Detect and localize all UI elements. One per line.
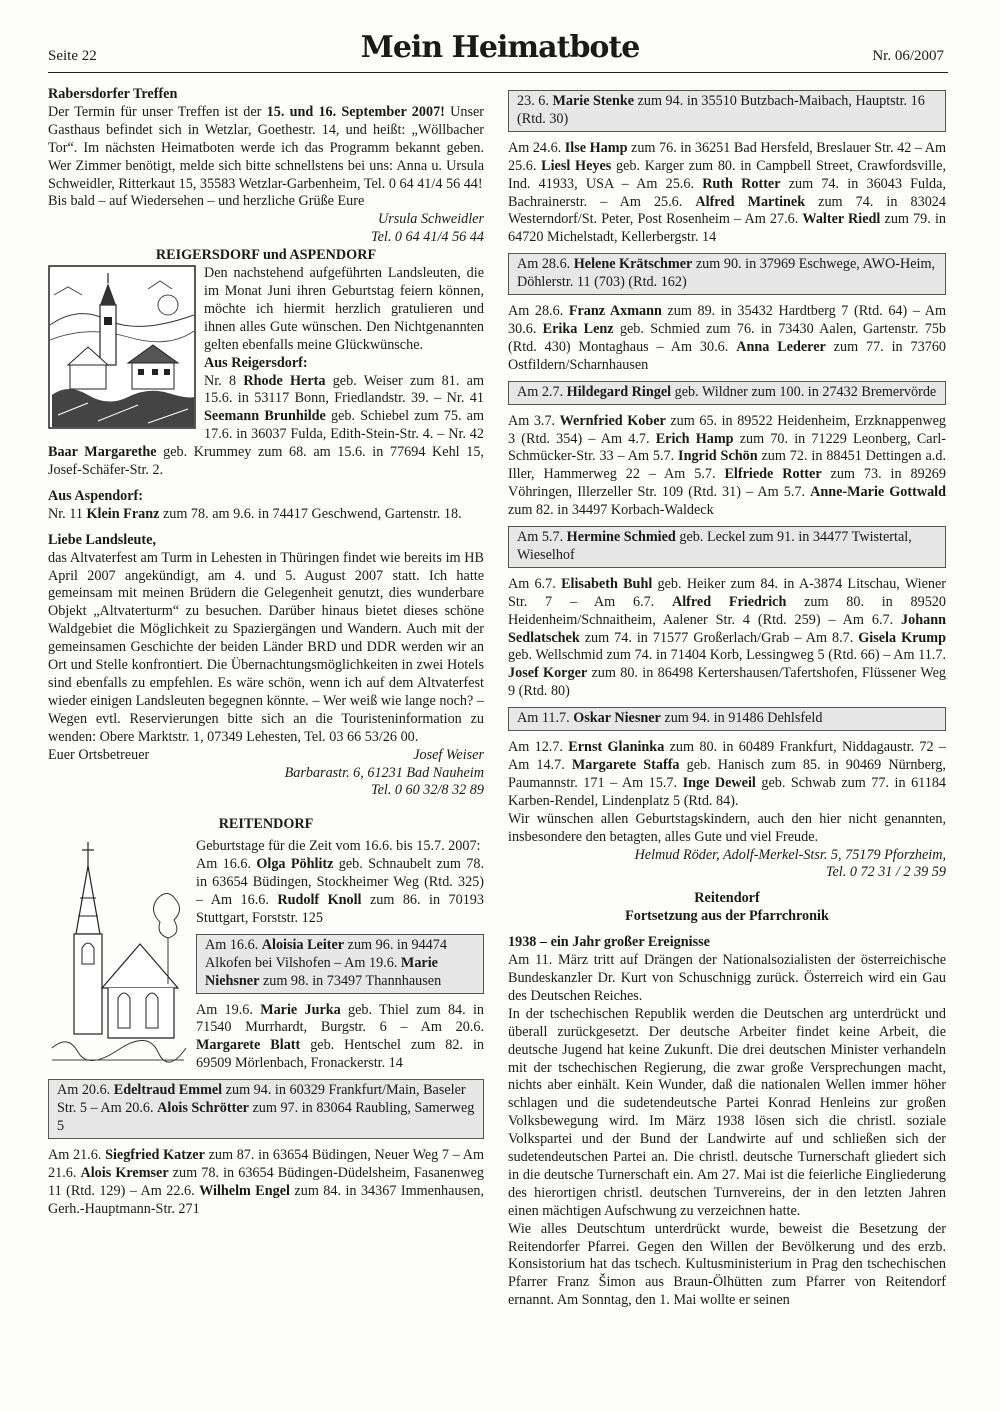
person-name: Alfred Friedrich xyxy=(671,593,787,610)
signature-phone: Tel. 0 64 41/4 56 44 xyxy=(371,229,484,246)
chronicle-paragraph-3: Wie alles Deutschtum unterdrückt wurde, beweist die Besetzung der Reitendorfer Pfarrei. Gegen den Willen der Bevölkerung und des erzb. Konsistorium hat das tschech. Kultusministerium in Prag den tschechischen Pfarrer Franz Šimon aus Braun-Ölhütten zum Pfarrer von Reitendorf ernannt. Am Sonntag, den 1. Mai wollte er seinen xyxy=(508,1220,946,1309)
birthday-entries-2 xyxy=(508,303,946,375)
person-name: Rhode Herta xyxy=(243,372,326,389)
text-run: Am 11.7. xyxy=(517,710,574,727)
text-run: geb. Schnaubelt zum 78. in 63654 Büdingen, Stockheimer Weg (Rtd. 325) – Am 16.6. xyxy=(196,856,484,908)
person-name: Olga Pöhlitz xyxy=(256,856,334,873)
church-sketch-icon xyxy=(48,838,188,1066)
birthday-entries-5 xyxy=(508,739,946,811)
spacer xyxy=(508,882,946,890)
birthday-entries-4 xyxy=(508,576,946,701)
person-name: Erika Lenz xyxy=(542,320,614,337)
altvaterfest-text: das Altvaterfest am Turm in Lehesten in Thüringen findet wie bereits im HB April 2007 angekündigt, am 4. und 5. August 2007 statt. Ich hatte gemeinsam mit meinen Brüdern die Gelegenheit genutzt, dies wunderbare Objekt „Altvaterturm“ zu besuchen. Darüber hinaus bietet dieses schöne Waldgebiet die Möglichkeit zu Spaziergängen und Wandern. Auch mit der gemeinsamen Geschichte der beiden Länder BRD und DDR werden wir an Ort und Stelle konfrontiert. Die Übernachtungsmöglichkeiten in zwei Hotels sind ebenfalls zu empfehlen. Es wäre schön, wenn ich auf dem Altvaterfest wieder einigen Landsleuten begegnen könnte. – Wer weiß wie lange noch? – Wegen evtl. Reservierungen bitte sich an die Touristeninformation zu wenden: Obere Marktstr. 1, 07349 Lehesten, Tel. 03 66 53/26 00. xyxy=(48,549,484,745)
person-name: Elisabeth Buhl xyxy=(561,575,653,592)
text-run: zum 86. in 70193 Stuttgart, Forststr. 125 xyxy=(196,891,484,926)
person-name: Johann Sedlatschek xyxy=(508,611,946,646)
text-run: zum 76. in 36251 Bad Hersfeld, Breslauer Str. 42 – Am 25.6. xyxy=(508,139,947,174)
text-run: geb. Schwab zum 77. in 61184 Karben-Rendel, Lindenplatz 5 (Rtd. 84). xyxy=(508,774,947,809)
text-run: zum 80. in 86498 Kertershausen/Tafertshofen, Flüssener Weg 9 (Rtd. 80) xyxy=(508,665,946,700)
person-name: Marie Niehsner xyxy=(205,954,438,989)
text-run: geb. Heiker zum 84. in A-3874 Litschau, Wiener Str. 7 – Am 6.7. xyxy=(508,575,947,610)
page-number: Seite 22 xyxy=(48,48,97,64)
masthead-logo: Mein Heimatbote xyxy=(360,30,640,65)
text-run: 23. 6. xyxy=(517,93,553,109)
text-run: Am 2.7. xyxy=(517,383,567,400)
person-name: Helene Krätschmer xyxy=(573,256,693,273)
text-run: geb. Thiel zum 84. in 71540 Murrhardt, Burgstr. 6 – Am 20.6. xyxy=(196,1001,484,1036)
text-run: Am 6.7. xyxy=(508,575,562,592)
reigersdorf-intro: Den nachstehend aufgeführten Landsleuten, die im Monat Juni ihren Geburtstag feiern können, möchte ich hiermit herzlich gratulieren und ihnen alles Gute wünschen. Den Nichtgenannten gelten ebenfalls meine Glückwünsche. xyxy=(204,265,484,353)
text-run: zum 70. in 71229 Leonberg, Carl-Schmücker-Str. 33 – Am 5.7. xyxy=(508,430,946,465)
birthday-entries-3 xyxy=(508,413,946,520)
person-name: Walter Riedl xyxy=(802,211,881,228)
chronicle-paragraph-1: Am 11. März tritt auf Drängen der Nationalsozialisten der österreichische Bundeskanzler Dr. Kurt von Schuschnigg zurück. Österreich wird ein Gau des Deutschen Reiches. xyxy=(508,952,946,1004)
person-name: Anne-Marie Gottwald xyxy=(810,484,946,501)
text-run: zum 78. in 63654 Büdingen-Düdelsheim, Fasanenweg 11 (Rtd. 129) – Am 22.6. xyxy=(48,1164,485,1199)
person-name: Wernfried Kober xyxy=(559,412,666,429)
issue-number: Nr. 06/2007 xyxy=(872,48,944,64)
text-run: Am 21.6. xyxy=(48,1146,106,1163)
spacer xyxy=(48,480,484,488)
liebe-heading: Liebe Landsleute, xyxy=(48,531,156,548)
person-name: Erich Hamp xyxy=(655,430,734,447)
text-run: geb. Wildner zum 100. in 27432 Bremervörde xyxy=(671,383,937,400)
person-name: Ernst Glaninka xyxy=(568,739,665,756)
ortsbetreuer-label xyxy=(48,747,484,765)
text-run: zum 72. in 88451 Dettingen a.d. Iller, Hammerweg 22 – Am 5.7. xyxy=(508,448,946,483)
person-name: Aloisia Leiter xyxy=(261,936,345,953)
church-illustration xyxy=(48,838,188,1066)
birthday-entries-1 xyxy=(508,140,946,247)
person-name: Ilse Hamp xyxy=(564,139,628,156)
text-run: zum 96. in 94474 Alkofen bei Vilshofen – Am 19.6. xyxy=(205,936,447,971)
reitendorf-entries-3 xyxy=(48,1147,484,1219)
text-run: geb. Schmied zum 76. in 73430 Aalen, Gartenstr. 75b (Rtd. 430) Montaghaus – Am 30.6. xyxy=(508,320,946,355)
person-name: Alois Schrötter xyxy=(157,1100,249,1117)
text-run: zum 74. in 71577 Großerlach/Grab – Am 8.7. xyxy=(579,629,859,646)
text-run: Am 12.7. xyxy=(508,739,569,756)
text-run: Am 28.6. xyxy=(508,303,569,320)
highlight-box xyxy=(508,526,946,568)
text-run: zum 79. in 64720 Michelstadt, Kellerbergstr. 14 xyxy=(508,211,946,246)
highlight-box xyxy=(508,381,946,405)
text-run: zum 65. in 89522 Heidenheim, Erzknappenweg 3 (Rtd. 354) – Am 4.7. xyxy=(508,412,947,447)
text-run: zum 94. in 60329 Frankfurt/Main, Baseler Str. 5 – Am 20.6. xyxy=(57,1082,466,1117)
rabersdorf-heading: Rabersdorfer Treffen xyxy=(48,86,178,102)
text-run: Am 5.7. xyxy=(517,529,567,546)
text-run: zum 90. in 37969 Eschwege, AWO-Heim, Döhlerstr. 11 (703) (Rtd. 162) xyxy=(517,256,936,291)
person-name: Ruth Rotter xyxy=(702,175,781,192)
reigersdorf-heading: REIGERSDORF und ASPENDORF xyxy=(155,247,377,264)
person-name: Hermine Schmied xyxy=(566,529,676,546)
signature-address: Helmud Röder, Adolf-Merkel-Stsr. 5, 75179 Pforzheim, xyxy=(634,846,946,863)
signature-name: Ursula Schweidler xyxy=(377,211,484,228)
reitendorf-heading: REITENDORF xyxy=(218,816,314,833)
text-run: Der Termin für unser Treffen ist der xyxy=(48,103,267,120)
text-run: zum 84. in 34367 Immenhausen, Gerh.-Hauptmann-Str. 271 xyxy=(48,1182,485,1217)
chronicle-title: Reitendorf xyxy=(694,890,760,907)
text-run: geb. Karger zum 80. in Campbell Street, Crawfordsville, Ind. 41933, USA – Am 25.6. xyxy=(508,157,947,192)
text-run: geb. Hentschel zum 82. in 69509 Mörlenbach, Fronackerstr. 14 xyxy=(196,1037,484,1072)
text-run: geb. Leckel zum 91. in 34477 Twistertal, Wieselhof xyxy=(517,529,912,563)
header-rule xyxy=(48,72,948,73)
person-name: Franz Axmann xyxy=(568,303,662,320)
text-run: zum 94. in 35510 Butzbach-Maibach, Hauptstr. 16 (Rtd. 30) xyxy=(517,93,925,127)
person-name: Inge Deweil xyxy=(682,774,756,791)
signature-phone: Tel. 0 72 31 / 2 39 59 xyxy=(825,864,946,881)
text-run: zum 97. in 83064 Raubling, Samerweg 5 xyxy=(57,1100,475,1134)
person-name: Marie Jurka xyxy=(260,1001,341,1018)
text-run: zum 80. in 89520 Heidenheim/Schnaitheim, Aalener Str. 4 (Rtd. 259) – Am 6.7. xyxy=(508,593,946,628)
chronicle-year-heading: 1938 – ein Jahr großer Ereignisse xyxy=(508,934,710,951)
person-name: Wilhelm Engel xyxy=(199,1182,290,1199)
chronicle-paragraph-2: In der tschechischen Republik werden die Deutschen arg unterdrückt und überall zurückgesetzt. Der deutsche Arbeiter findet keine Arbeit, die deutsche Jugend hat keine Zukunft. Die drei deutschen Minister verhandeln mit der tschechischen Regierung, die zwar große Versprechungen macht, nichts aber einhält. Kein Wunder, daß die nationalen Wellen immer höher schlagen und die sudetendeutsche Partei Konrad Henleins zur großen Volksbewegung wird. Im März 1938 lösen sich die christl. soziale Volkspartei und der Bund der Landwirte auf und schließen sich der sudetendeutschen Partei an. Die christl. deutsche Turnerschaft gliedert sich in die deutsche Turnerschaft ein. Am 27. Mai ist die feierliche Eingliederung des hierortigen christl. deutschen Turnvereins, der in den letzten Jahren einen mächtigen Aufschwung zu verzeichnen hatte. xyxy=(508,1005,946,1219)
text-run: Am 19.6. xyxy=(196,1001,261,1018)
text-run: zum 74. in 36043 Fulda, Bachrainerstr. – Am 25.6. xyxy=(508,175,946,210)
person-name: Marie Stenke xyxy=(552,93,635,109)
person-name: Rudolf Knoll xyxy=(277,891,362,908)
date-highlight: 15. und 16. September 2007! xyxy=(266,103,445,120)
person-name: Alfred Martinek xyxy=(695,193,806,210)
signature-name: Josef Weiser xyxy=(413,746,484,763)
person-name: Hildegard Ringel xyxy=(566,383,672,400)
text-run: geb. Hanisch zum 85. in 90469 Nürnberg, Paumannstr. 171 – Am 15.7. xyxy=(508,757,946,791)
right-column xyxy=(508,86,946,1310)
spacer xyxy=(48,524,484,532)
village-church-illustration xyxy=(48,265,196,429)
text-run: geb. Schiebel zum 75. am 17.6. in 36037 Fulda, Edith-Stein-Str. 4. – Nr. 42 xyxy=(204,408,484,443)
person-name: Margarete Staffa xyxy=(571,757,680,773)
text-run: Am 20.6. xyxy=(57,1082,114,1099)
person-name: Liesl Heyes xyxy=(541,157,612,174)
text-run: Am 3.7. xyxy=(508,412,560,429)
birthday-wishes: Wir wünschen allen Geburtstagskindern, auch den hier nicht genannten, insbesondere den betagten, alles Gute und viel Freude. xyxy=(508,810,946,845)
person-name: Edeltraud Emmel xyxy=(113,1082,223,1099)
highlight-box xyxy=(508,90,946,132)
text-run: Am 16.6. xyxy=(196,856,257,873)
text-run: zum 77. in 73760 Ostfildern/Scharnhausen xyxy=(508,338,947,373)
village-sketch-icon xyxy=(48,265,196,429)
text-run: Am 16.6. xyxy=(205,936,262,953)
person-name: Klein Franz xyxy=(86,505,160,522)
text-run: Nr. 8 xyxy=(204,372,244,389)
person-name: Elfriede Rotter xyxy=(724,466,822,483)
text-run: zum 82. in 34497 Korbach-Waldeck xyxy=(508,502,714,519)
text-run: Am 28.6. xyxy=(517,256,574,273)
reigersdorf-subheading: Aus Reigersdorf: xyxy=(204,354,308,371)
spacer xyxy=(508,926,946,934)
signature-address: Barbarastr. 6, 61231 Bad Nauheim xyxy=(284,764,484,781)
signature-phone: Tel. 0 60 32/8 32 89 xyxy=(371,782,484,799)
text-run: zum 98. in 73497 Thannhausen xyxy=(259,972,442,989)
text-run: zum 78. am 9.6. in 74417 Geschwend, Gartenstr. 18. xyxy=(159,505,462,522)
rabersdorf-text xyxy=(48,104,484,194)
text-run: geb. Wellschmid zum 74. in 71404 Korb, Lessingweg 5 (Rtd. 66) – Am 11.7. xyxy=(508,647,946,664)
text-run: geb. Krummey zum 68. am 15.6. in 77694 Kehl 15, Josef-Schäfer-Str. 2. xyxy=(48,444,484,479)
person-name: Anna Lederer xyxy=(736,338,826,355)
person-name: Seemann Brunhilde xyxy=(204,408,326,425)
text-run: zum 80. in 60489 Frankfurt, Niddagaustr. 72 – Am 14.7. xyxy=(508,739,947,773)
highlight-box xyxy=(508,253,946,295)
person-name: Alois Kremser xyxy=(80,1164,169,1181)
text-run: Nr. 11 xyxy=(48,505,87,522)
chronicle-subtitle: Fortsetzung aus der Pfarrchronik xyxy=(625,908,829,925)
aspendorf-entries xyxy=(48,506,484,524)
highlight-box xyxy=(48,1079,484,1139)
rabersdorf-greeting: Bis bald – auf Wiedersehen – und herzliche Grüße Eure xyxy=(48,193,365,210)
text-run: zum 94. in 91486 Dehlsfeld xyxy=(660,710,823,727)
text-run: zum 87. in 63654 Büdingen, Neuer Weg 7 – Am 21.6. xyxy=(48,1146,484,1181)
text-run: zum 74. in 83024 Westerndorf/St. Peter, Post Rosenheim – Am 27.6. xyxy=(508,193,946,228)
highlight-box xyxy=(196,934,484,994)
highlight-box xyxy=(508,707,946,731)
person-name: Siegfried Katzer xyxy=(105,1146,205,1163)
text-run: geb. Weiser zum 81. am 15.6. in 53117 Bonn, Friedlandstr. 39. – Nr. 41 xyxy=(204,372,484,407)
text-run: zum 73. in 89269 Vöhringen, Illerzeller Str. 109 (Rtd. 31) – Am 5.7. xyxy=(508,466,946,501)
person-name: Gisela Krump xyxy=(858,629,946,646)
person-name: Baar Margarethe xyxy=(48,444,157,461)
aspendorf-subheading: Aus Aspendorf: xyxy=(48,487,143,504)
person-name: Oskar Niesner xyxy=(573,710,661,727)
person-name: Ingrid Schön xyxy=(678,448,758,465)
text-run: Euer Ortsbetreuer xyxy=(48,746,150,763)
left-column xyxy=(48,86,484,1218)
text-run: zum 89. in 35432 Hardtberg 7 (Rtd. 64) – Am 30.6. xyxy=(508,303,946,337)
person-name: Josef Korger xyxy=(508,665,588,682)
text-run: Am 24.6. xyxy=(508,139,565,156)
reitendorf-intro: Geburtstage für die Zeit vom 16.6. bis 15.7. 2007: xyxy=(196,838,481,855)
person-name: Margarete Blatt xyxy=(196,1037,301,1054)
text-run: Unser Gasthaus befindet sich in Wetzlar, Goethestr. 14, und heißt: „Wöllbacher Tor“. Im nächsten Heimatboten werde ich das Programm bekannt geben. Wer Zimmer benötigt, melde sich bitte schnellstens bei uns: Anna u. Ursula Schweidler, Ritterkaut 15, 35583 Wetzlar-Garbenheim, Tel. 0 64 41/4 56 44! xyxy=(48,103,484,192)
